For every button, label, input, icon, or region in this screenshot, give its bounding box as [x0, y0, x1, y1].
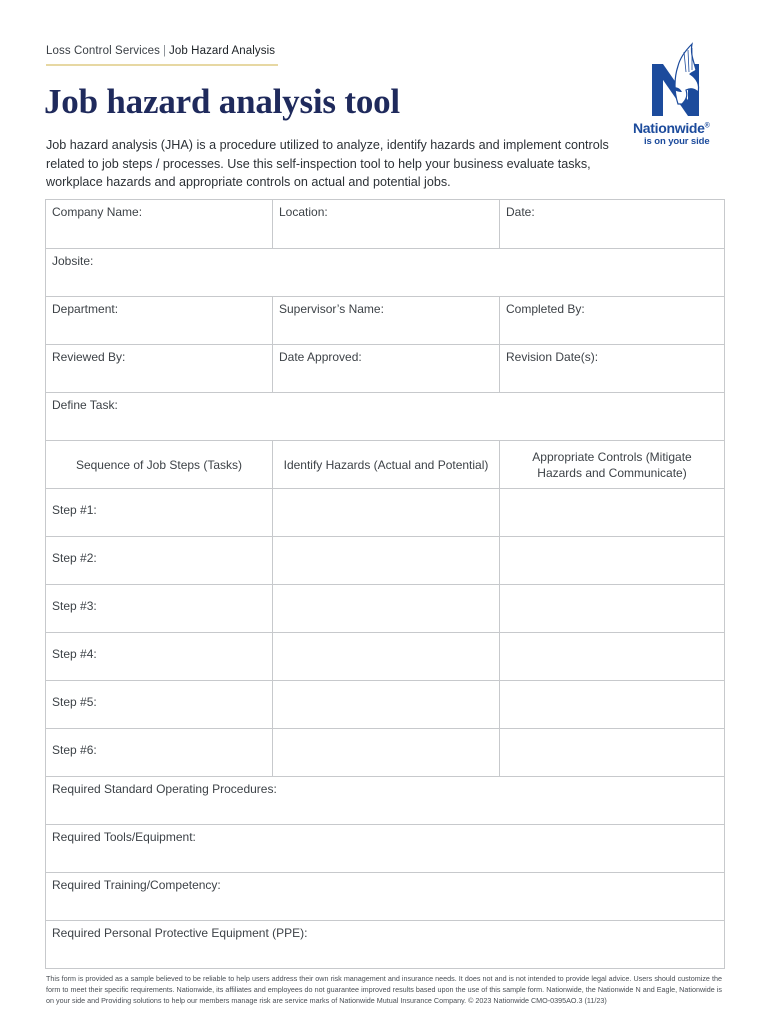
step-4-field[interactable]: Step #4: [52, 647, 97, 661]
controls-column-header: Appropriate Controls (Mitigate Hazards and Communicate) [499, 441, 724, 488]
department-field[interactable]: Department: [52, 302, 119, 316]
breadcrumb [46, 45, 275, 57]
jha-form [45, 199, 725, 969]
step-row [46, 488, 724, 536]
form-row-ppe [46, 920, 724, 968]
step-4-hazards-field[interactable] [272, 633, 499, 680]
step-row [46, 584, 724, 632]
step-row [46, 728, 724, 776]
hazards-column-header: Identify Hazards (Actual and Potential) [272, 441, 499, 488]
step-6-field[interactable]: Step #6: [52, 743, 97, 757]
step-4-controls-field[interactable] [499, 633, 724, 680]
step-6-hazards-field[interactable] [272, 729, 499, 776]
step-1-field[interactable]: Step #1: [52, 503, 97, 517]
step-5-field[interactable]: Step #5: [52, 695, 97, 709]
steps-header-row [46, 440, 724, 488]
step-row [46, 632, 724, 680]
reviewed-by-field[interactable]: Reviewed By: [52, 350, 126, 364]
breadcrumb-current: Job Hazard Analysis [169, 45, 276, 57]
n-and-eagle-icon [648, 42, 712, 118]
completed-by-field[interactable]: Completed By: [499, 297, 724, 344]
breadcrumb-underline [46, 64, 278, 66]
required-sop-field[interactable]: Required Standard Operating Procedures: [52, 782, 277, 796]
date-field[interactable]: Date: [499, 200, 724, 248]
date-approved-field[interactable]: Date Approved: [272, 345, 499, 392]
step-6-controls-field[interactable] [499, 729, 724, 776]
form-row-sop [46, 776, 724, 824]
form-row-tools [46, 824, 724, 872]
step-5-controls-field[interactable] [499, 681, 724, 728]
intro-paragraph: Job hazard analysis (JHA) is a procedure utilized to analyze, identify hazards and implement controls related to job steps / processes. Use this self-inspection tool to help your business evaluate tasks, workplace hazards and appropriate controls on actual and potential jobs. [46, 138, 609, 189]
logo-tagline: is on your side [644, 136, 710, 147]
form-row-define-task [46, 392, 724, 440]
form-row-jobsite [46, 248, 724, 296]
step-row [46, 680, 724, 728]
company-name-field[interactable]: Company Name: [52, 205, 143, 219]
form-row-department [46, 296, 724, 344]
form-row-training [46, 872, 724, 920]
nationwide-logo [630, 42, 730, 152]
define-task-field[interactable]: Define Task: [52, 398, 118, 412]
form-row-company [46, 200, 724, 248]
revision-dates-field[interactable]: Revision Date(s): [499, 345, 724, 392]
step-5-hazards-field[interactable] [272, 681, 499, 728]
step-2-controls-field[interactable] [499, 537, 724, 584]
page-title: Job hazard analysis tool [44, 82, 400, 121]
breadcrumb-section: Loss Control Services [46, 45, 160, 57]
step-2-hazards-field[interactable] [272, 537, 499, 584]
sequence-column-header: Sequence of Job Steps (Tasks) [75, 457, 243, 472]
step-row [46, 536, 724, 584]
disclaimer-footer: This form is provided as a sample believed to be reliable to help users address their own risk management and insurance needs. It does not and is not intended to provide legal advice. Users should customize the form to meet their specific requirements. Nationwide, its affiliates and employees do not guarantee improved results based upon the use of this sample form. Nationwide, the Nationwide N and Eagle, Nationwide is on your side and Providing solutions to help our members manage risk are service marks of Nationwide Mutual Insurance Company. © 2023 Nationwide CMO-0395AO.3 (11/23) [46, 974, 722, 1005]
required-ppe-field[interactable]: Required Personal Protective Equipment (PPE): [52, 926, 308, 940]
breadcrumb-separator: | [162, 45, 167, 57]
step-1-hazards-field[interactable] [272, 489, 499, 536]
jobsite-field[interactable]: Jobsite: [52, 254, 94, 268]
logo-wordmark: Nationwide® [633, 120, 710, 136]
step-3-hazards-field[interactable] [272, 585, 499, 632]
step-1-controls-field[interactable] [499, 489, 724, 536]
step-3-field[interactable]: Step #3: [52, 599, 97, 613]
step-3-controls-field[interactable] [499, 585, 724, 632]
step-2-field[interactable]: Step #2: [52, 551, 97, 565]
supervisor-name-field[interactable]: Supervisor’s Name: [272, 297, 499, 344]
required-training-field[interactable]: Required Training/Competency: [52, 878, 221, 892]
location-field[interactable]: Location: [272, 200, 499, 248]
form-row-review [46, 344, 724, 392]
required-tools-field[interactable]: Required Tools/Equipment: [52, 830, 196, 844]
